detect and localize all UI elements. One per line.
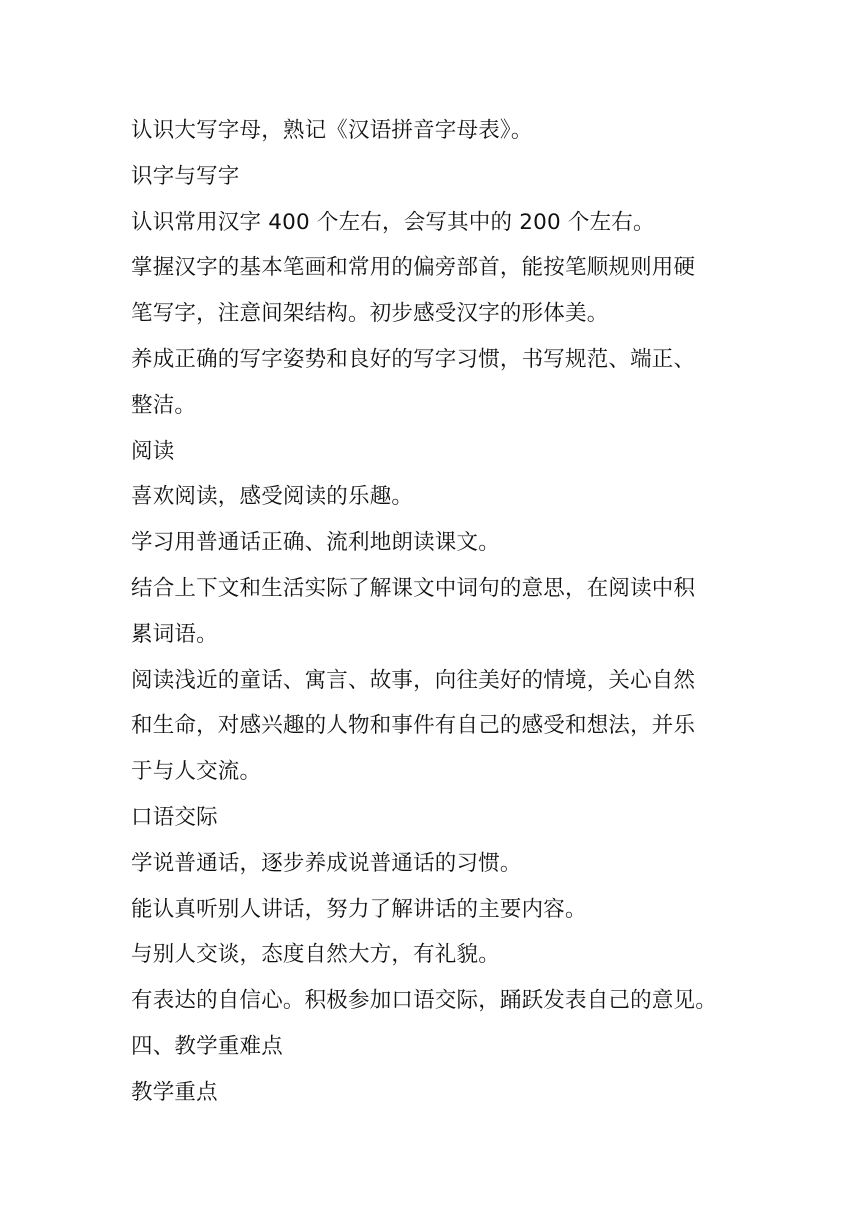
text-line: 笔写字，注意间架结构。初步感受汉字的形体美。 <box>131 301 609 327</box>
text-line: 和生命，对感兴趣的人物和事件有自己的感受和想法，并乐 <box>131 713 696 739</box>
section-heading: 教学重点 <box>131 1079 218 1105</box>
section-heading: 识字与写字 <box>131 163 240 189</box>
text-line: 于与人交流。 <box>131 759 262 785</box>
text-line: 有表达的自信心。积极参加口语交际，踊跃发表自己的意见。 <box>131 988 717 1014</box>
text-line: 喜欢阅读，感受阅读的乐趣。 <box>131 484 414 510</box>
section-heading: 阅读 <box>131 438 175 464</box>
text-line: 认识常用汉字 400 个左右，会写其中的 200 个左右。 <box>131 209 655 235</box>
document-body <box>131 108 731 1116</box>
text-line: 认识大写字母，熟记《汉语拼音字母表》。 <box>131 118 533 143</box>
text-line: 整洁。 <box>131 392 197 418</box>
section-heading: 口语交际 <box>131 804 218 830</box>
text-line: 累词语。 <box>131 621 218 647</box>
section-heading: 四、教学重难点 <box>131 1033 283 1059</box>
text-line: 阅读浅近的童话、寓言、故事，向往美好的情境，关心自然 <box>131 667 696 693</box>
text-line: 能认真听别人讲话，努力了解讲话的主要内容。 <box>131 896 587 922</box>
text-line: 掌握汉字的基本笔画和常用的偏旁部首，能按笔顺规则用硬 <box>131 255 696 281</box>
text-line: 养成正确的写字姿势和良好的写字习惯，书写规范、端正、 <box>131 346 696 372</box>
text-line: 与别人交谈，态度自然大方，有礼貌。 <box>131 942 500 968</box>
text-line: 学说普通话，逐步养成说普通话的习惯。 <box>131 850 522 876</box>
text-line: 学习用普通话正确、流利地朗读课文。 <box>131 530 500 556</box>
text-line: 结合上下文和生活实际了解课文中词句的意思，在阅读中积 <box>131 575 696 601</box>
